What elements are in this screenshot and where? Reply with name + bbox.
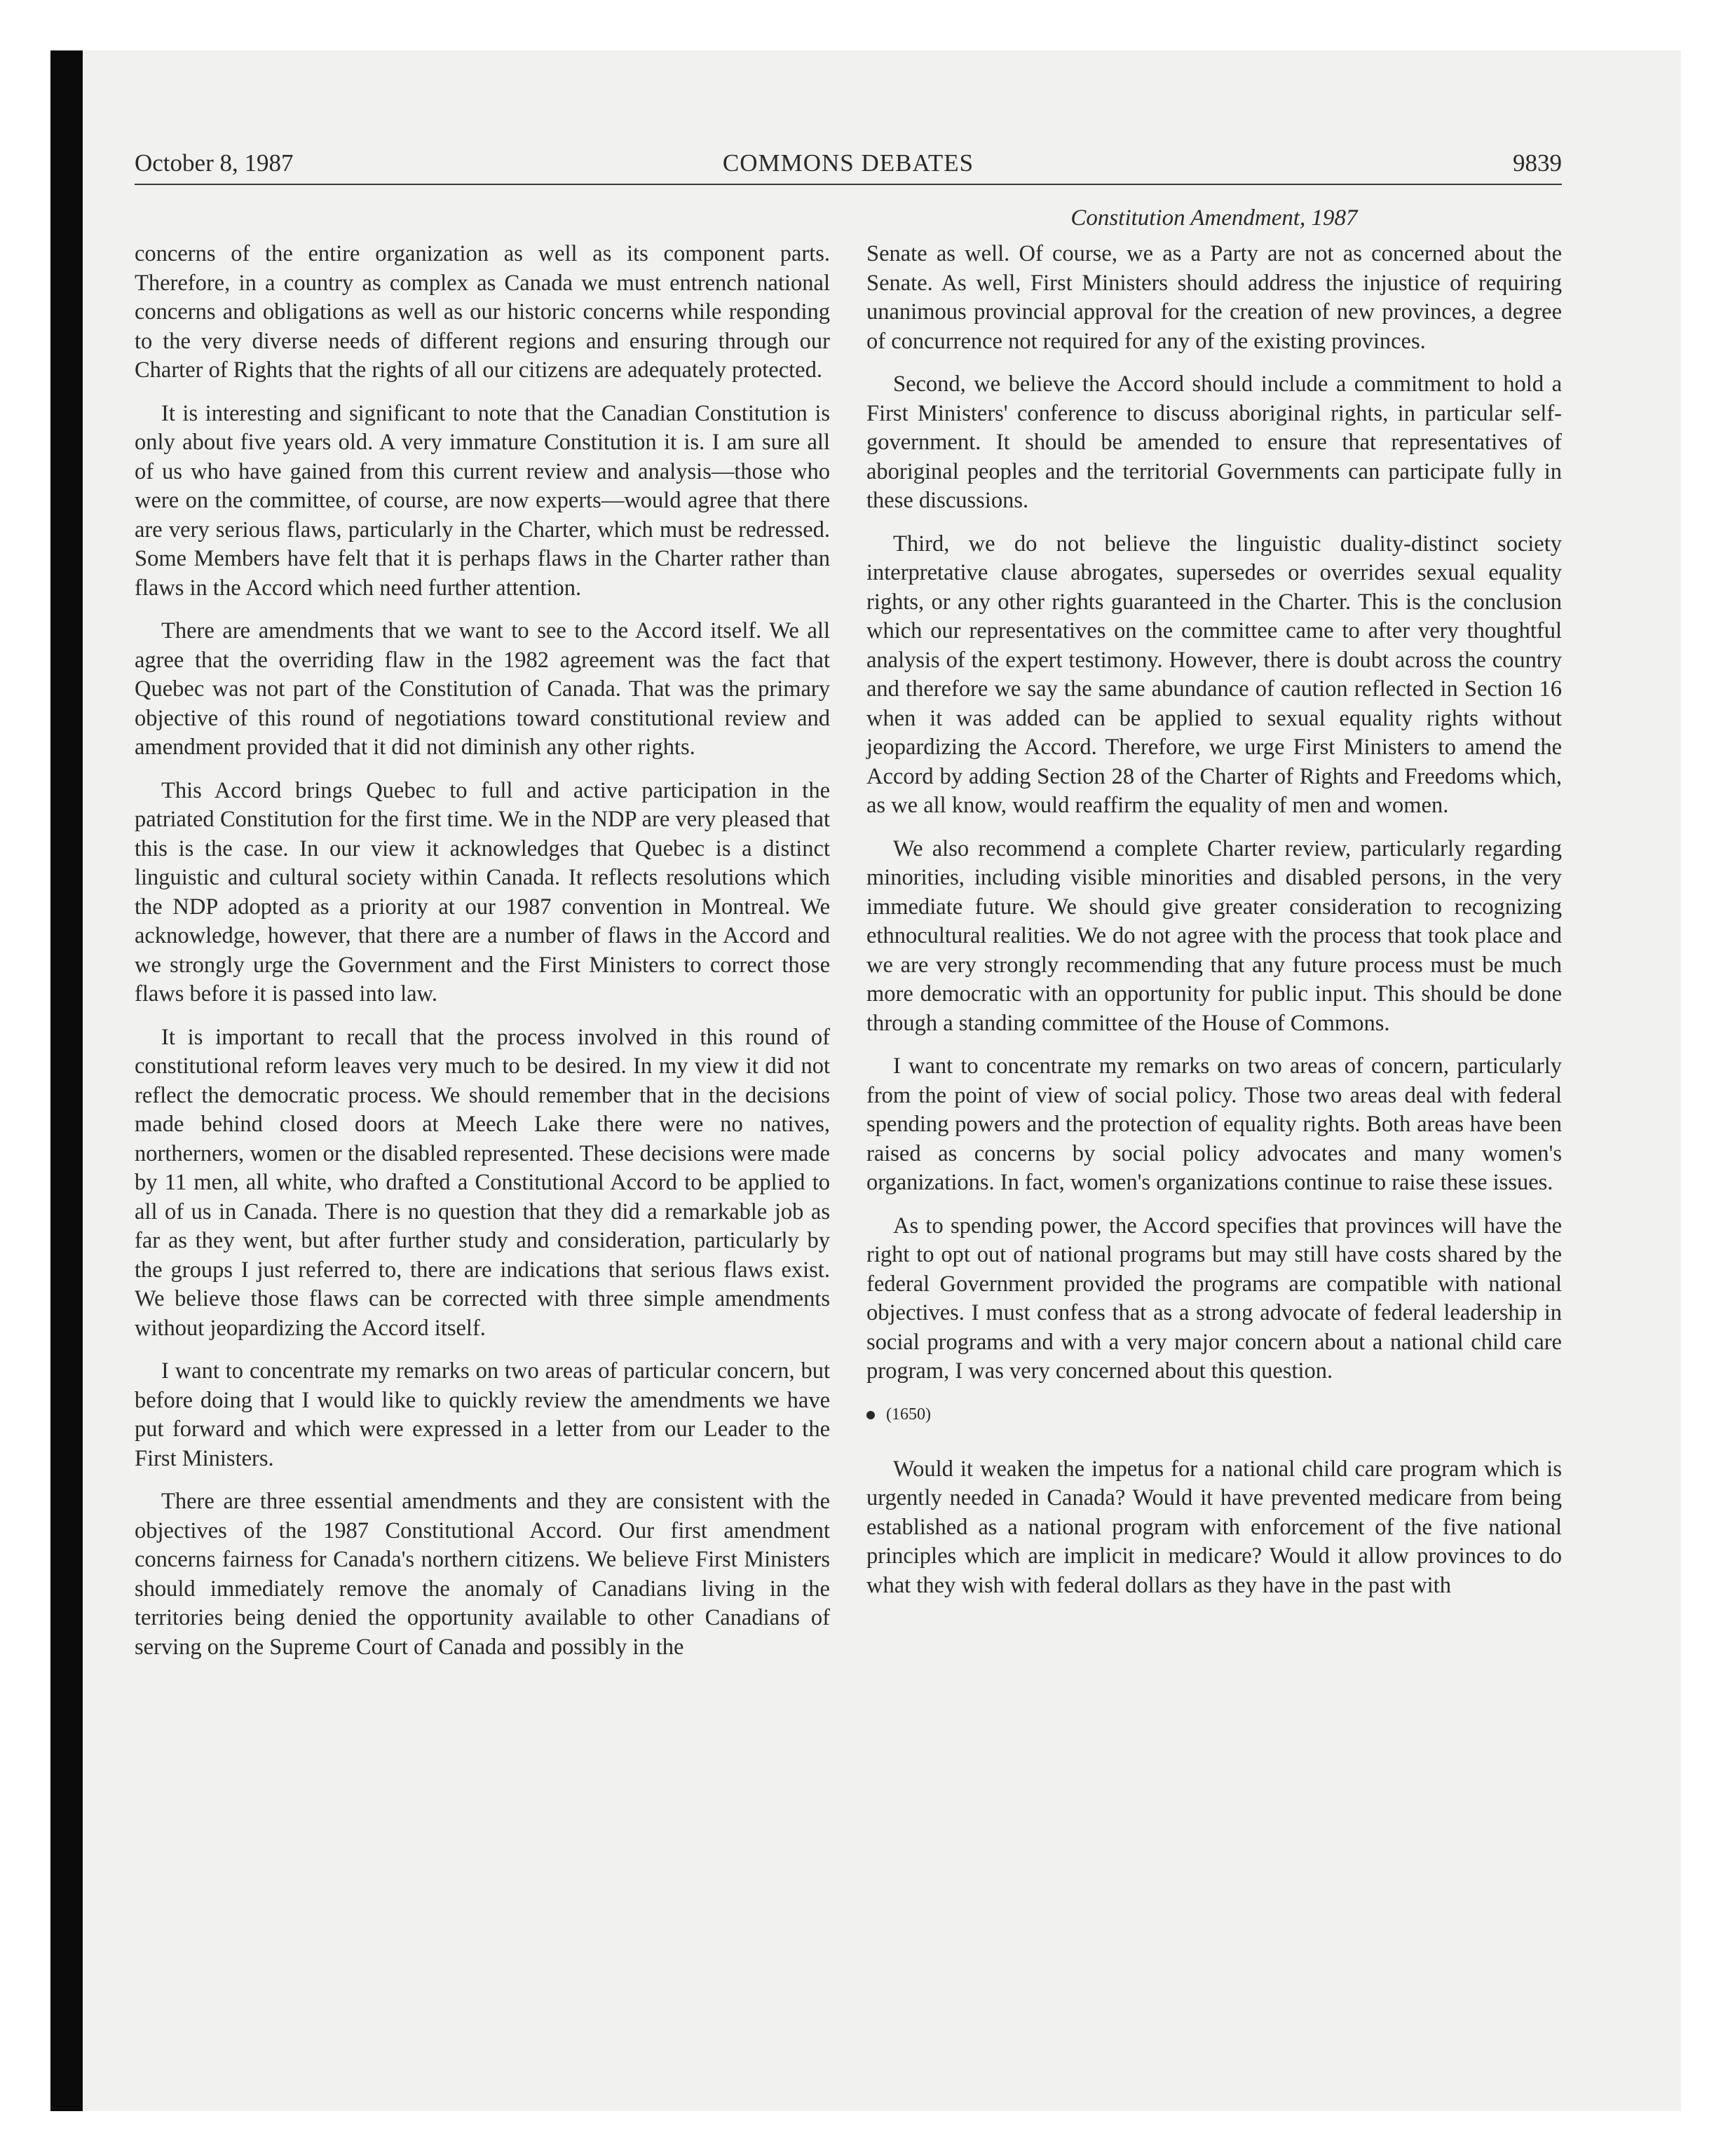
time-marker xyxy=(866,1400,1562,1428)
header-date: October 8, 1987 xyxy=(135,149,294,177)
paragraph: I want to concentrate my remarks on two areas of concern, particularly from the point of view of social policy. Those two areas deal with federal spending powers and the protection of equality rights. Both areas have been raised as concerns by social policy advocates and many women's organizations. In fact, women's organizations continue to raise these issues. xyxy=(866,1053,1562,1195)
paragraph: It is interesting and significant to note that the Canadian Constitution is only about five years old. A very immature Constitution it is. I am sure all of us who have gained from this current review and analysis—those who were on the committee, of course, are now experts—would agree that there are very serious flaws, particularly in the Charter, which must be redressed. Some Members have felt that it is perhaps flaws in the Charter rather than flaws in the Accord which need further attention. xyxy=(135,400,830,601)
binding-edge xyxy=(50,50,83,2111)
paragraph: Senate as well. Of course, we as a Party are not as concerned about the Senate. As well, First Ministers should address the injustice of requiring unanimous provincial approval for the creation of new provinces, a degree of concurrence not required for any of the existing provinces. xyxy=(866,241,1562,354)
section-heading: Constitution Amendment, 1987 xyxy=(1070,205,1358,231)
page-header xyxy=(135,146,1562,181)
paragraph: I want to concentrate my remarks on two areas of particular concern, but before doing that I would like to quickly review the amendments we have put forward and which were expressed in a letter from our Leader to the First Ministers. xyxy=(135,1358,830,1471)
paragraph: Second, we believe the Accord should include a commitment to hold a First Ministers' conference to discuss aboriginal rights, in particular self-government. It should be amended to ensure that representatives of aboriginal peoples and the territorial Governments can participate fully in these discussions. xyxy=(866,371,1562,513)
right-column xyxy=(866,240,1562,1614)
paragraph: It is important to recall that the process involved in this round of constitutional reform leaves very much to be desired. In my view it did not reflect the democratic process. We should remember that in the decisions made behind closed doors at Meech Lake there were no natives, northerners, women or the disabled represented. These decisions were made by 11 men, all white, who drafted a Constitutional Accord to be applied to all of us in Canada. There is no question that they did a remarkable job as far as they went, but after further study and consideration, particularly by the groups I just referred to, there are indications that serious flaws exist. We believe those flaws can be corrected with three simple amendments without jeopardizing the Accord itself. xyxy=(135,1024,830,1341)
paragraph: We also recommend a complete Charter review, particularly regarding minorities, including visible minorities and disabled persons, in the very immediate future. We should give greater consideration to recognizing ethnocultural realities. We do not agree with the process that took place and we are very strongly recommending that any future process must be much more democratic with an opportunity for public input. This should be done through a standing committee of the House of Commons. xyxy=(866,835,1562,1036)
header-page-number: 9839 xyxy=(1513,149,1562,177)
time-marker-text: (1650) xyxy=(886,1405,931,1424)
header-publication: COMMONS DEBATES xyxy=(722,149,974,177)
left-column xyxy=(135,240,830,1676)
paragraph: Would it weaken the impetus for a national child care program which is urgently needed in Canada? Would it have prevented medicare from being established as a national program with enforcement of the five national principles which are implicit in medicare? Would it allow provinces to do what they wish with federal dollars as they have in the past with xyxy=(866,1456,1562,1598)
header-rule xyxy=(135,184,1562,185)
paragraph: This Accord brings Quebec to full and active participation in the patriated Constitution for the first time. We in the NDP are very pleased that this is the case. In our view it acknowledges that Quebec is a distinct linguistic and cultural society within Canada. It reflects resolutions which the NDP adopted as a priority at our 1987 convention in Montreal. We acknowledge, however, that there are a number of flaws in the Accord and we strongly urge the Government and the First Ministers to correct those flaws before it is passed into law. xyxy=(135,777,830,1007)
paragraph: As to spending power, the Accord specifies that provinces will have the right to opt out of national programs but may still have costs shared by the federal Government provided the programs are compatible with national objectives. I must confess that as a strong advocate of federal leadership in social programs and with a very major concern about a national child care program, I was very concerned about this question. xyxy=(866,1213,1562,1384)
bullet-icon xyxy=(866,1411,875,1419)
paragraph: Third, we do not believe the linguistic duality-distinct society interpretative clause abrogates, supersedes or overrides sexual equality rights, or any other rights guaranteed in the Charter. This is the conclusion which our representatives on the committee came to after very thoughtful analysis of the expert testimony. However, there is doubt across the country and therefore we say the same abundance of caution reflected in Section 16 when it was added can be applied to sexual equality rights without jeopardizing the Accord. Therefore, we urge First Ministers to amend the Accord by adding Section 28 of the Charter of Rights and Freedoms which, as we all know, would reaffirm the equality of men and women. xyxy=(866,531,1562,818)
paragraph: There are amendments that we want to see to the Accord itself. We all agree that the overriding flaw in the 1982 agreement was the fact that Quebec was not part of the Constitution of Canada. That was the primary objective of this round of negotiations toward constitutional review and amendment provided that it did not diminish any other rights. xyxy=(135,618,830,760)
paragraph: There are three essential amendments and they are consistent with the objectives of the 1987 Constitutional Accord. Our first amendment concerns fairness for Canada's northern citizens. We believe First Ministers should immediately remove the anomaly of Canadians living in the territories being denied the opportunity available to other Canadians of serving on the Supreme Court of Canada and possibly in the xyxy=(135,1489,830,1660)
paragraph: concerns of the entire organization as well as its component parts. Therefore, in a country as complex as Canada we must entrench national concerns and obligations as well as our historic concerns while responding to the very diverse needs of different regions and ensuring through our Charter of Rights that the rights of all our citizens are adequately protected. xyxy=(135,241,830,383)
